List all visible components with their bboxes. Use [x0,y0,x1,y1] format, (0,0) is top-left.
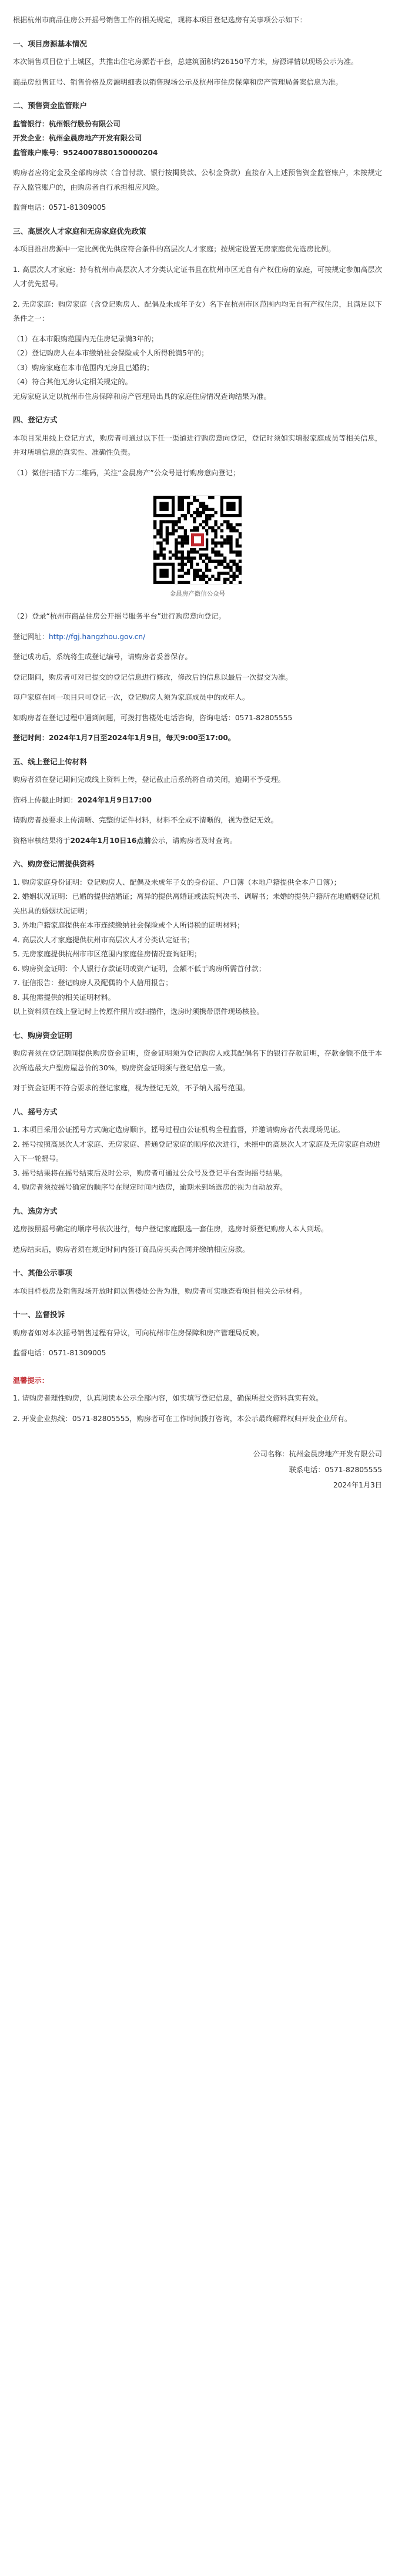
section-6-title: 六、购房登记需提供资料 [13,859,95,868]
list-item: 5. 无房家庭提供杭州市市区范围内家庭住房情况查询证明； [13,950,202,958]
section-3-p1: 本项目推出房源中一定比例优先供应符合条件的高层次人才家庭；按规定设置无房家庭优先选房比例。 [13,245,336,253]
section-4-p5: 登记期间，购房者可对已提交的登记信息进行修改，修改后的信息以最后一次提交为准。 [13,673,293,681]
section-9-title: 九、选房方式 [13,1206,58,1215]
section-5-title: 五、线上登记上传材料 [13,757,87,766]
section-5-result [13,834,382,848]
time-label: 登记时间： [13,734,49,742]
section-9-p1: 选房按照摇号确定的顺序号依次进行，每户登记家庭限选一套住房，选房时须登记购房人本人到场。 [13,1225,329,1233]
list-item: （1）在本市限购范围内无住房记录满3年的； [13,334,159,343]
list-item: 6. 购房资金证明：个人银行存款证明或资产证明，金额不低于购房所需首付款； [13,964,266,973]
section-5-p3: 请购房者按要求上传清晰、完整的证件材料，材料不全或不清晰的，视为登记无效。 [13,816,278,824]
list-item: 2. 婚姻状况证明：已婚的提供结婚证；离异的提供离婚证或法院判决书、调解书；未婚的提供户籍所在地婚姻登记机关出具的婚姻状况证明； [13,892,380,915]
consult-text: 如购房者在登记过程中遇到问题，可拨打售楼处电话咨询，咨询电话： [13,713,235,722]
section-5-p1: 购房者须在登记期间完成线上资料上传，登记截止后系统将自动关闭，逾期不予受理。 [13,775,286,784]
qr-code-icon [153,496,242,584]
list-item: （4）符合其他无房认定相关规定的。 [13,378,132,386]
supervision-account [13,146,382,160]
section-2-title: 二、预售资金监管账户 [13,101,87,110]
registration-time [13,731,382,745]
deadline-value: 2024年1月9日17:00 [77,795,152,804]
section-4-p4: 登记成功后，系统将生成登记编号，请购房者妥善保存。 [13,653,192,661]
section-3-p2: 1. 高层次人才家庭：持有杭州市高层次人才分类认定证书且在杭州市区无自有产权住房的家庭，可按规定参加高层次人才优先摇号。 [13,265,382,288]
list-item: 1. 本项目采用公证摇号方式确定选房顺序，摇号过程由公证机构全程监督，并邀请购房者代表现场见证。 [13,1126,344,1134]
list-item: （2）登记购房人在本市缴纳社会保险或个人所得税满5年的； [13,349,209,357]
section-3-p3: 2. 无房家庭：购房家庭（含登记购房人、配偶及未成年子女）名下在杭州市区范围内均无自有产权住房，且满足以下条件之一： [13,300,382,323]
list-item: 4. 购房者须按摇号确定的顺序号在规定时间内选房，逾期未到场选房的视为自动放弃。 [13,1183,287,1191]
note-item: 1. 请购房者理性购房，认真阅读本公示全部内容，如实填写登记信息，确保所提交资料真实有效。 [13,1394,323,1402]
section-11-p1: 购房者如对本次摇号销售过程有异议，可向杭州市住房保障和房产管理局反映。 [13,1328,264,1337]
section-10-p1: 本项目样板房及销售现场开放时间以售楼处公告为准，购房者可实地查看项目相关公示材料。 [13,1287,307,1295]
signature-company: 公司名称：杭州金晨房地产开发有限公司 [253,1450,382,1458]
section-4-p7 [13,711,382,726]
deadline-label: 资料上传截止时间： [13,795,78,804]
qr-caption: 金晨房产微信公众号 [169,590,226,597]
section-3-title: 三、高层次人才家庭和无房家庭优先政策 [13,226,146,236]
qr-code-image[interactable] [153,495,242,585]
section-11-p2: 监督电话：0571-81309005 [13,1349,106,1357]
intro-paragraph: 根据杭州市商品住房公开摇号销售工作的相关规定，现将本项目登记选房有关事项公示如下： [13,16,307,24]
list-item: 8. 其他需提供的相关证明材料。 [13,993,115,1002]
section-2-p2: 监督电话：0571-81309005 [13,203,106,211]
section-3-p4: 无房家庭认定以杭州市住房保障和房产管理局出具的家庭住房情况查询结果为准。 [13,392,271,401]
section-1-p1: 本次销售项目位于上城区，共推出住宅房源若干套，总建筑面积约26150平方米，房源详情以现场公示为准。 [13,58,359,66]
list-item: 1. 购房家庭身份证明：登记购房人、配偶及未成年子女的身份证、户口簿（本地户籍提供全本户口簿）； [13,878,341,886]
list-item: （3）购房家庭在本市范围内无房且已婚的； [13,363,154,372]
section-7-title: 七、购房资金证明 [13,1030,72,1040]
registration-link-line [13,630,382,644]
result-date: 2024年1月10日16点前 [70,836,151,845]
notes-title: 温馨提示： [13,1376,49,1385]
section-4-p1: 本项目采用线上登记方式，购房者可通过以下任一渠道进行购房意向登记，登记时须如实填报家庭成员等相关信息，并对所填信息的真实性、准确性负责。 [13,434,382,456]
section-4-p2: （1）微信扫描下方二维码，关注“金晨房产”公众号进行购房意向登记； [13,468,240,477]
section-4-p3: （2）登录“杭州市商品住房公开摇号服务平台”进行购房意向登记。 [13,612,226,620]
registration-link[interactable]: http://fgj.hangzhou.gov.cn/ [48,632,146,641]
spacer [13,1432,382,1446]
account-label: 监管账户账号： [13,148,63,157]
signature-date: 2024年1月3日 [333,1481,382,1489]
time-value: 2024年1月7日至2024年1月9日，每天9:00至17:00。 [48,734,236,742]
section-1-title: 一、项目房源基本情况 [13,39,87,48]
section-7-p1: 购房者须在登记期间提供购房资金证明，资金证明须为登记购房人或其配偶名下的银行存款证明，存款金额不低于本次所选最大户型房屋总价的30%，购房资金证明须与登记信息一致。 [13,1049,382,1072]
section-4-title: 四、登记方式 [13,415,58,424]
developer-company: 开发企业：杭州金晨房地产开发有限公司 [13,134,142,142]
qr-code-block [13,495,382,599]
account-number: 9524007880150000204 [63,148,158,157]
section-9-p2: 选房结束后，购房者须在规定时间内签订商品房买卖合同并缴纳相应房款。 [13,1245,250,1254]
result-post: 公示，请购房者及时查询。 [150,836,237,845]
section-10-title: 十、其他公示事项 [13,1268,72,1277]
section-8-title: 八、摇号方式 [13,1107,58,1116]
section-11-title: 十一、监督投诉 [13,1310,65,1319]
section-2-p1: 购房者应将定金及全部购房款（含首付款、银行按揭贷款、公积金贷款）直接存入上述预售资金监管账户，未按规定存入监管账户的，由购房者自行承担相应风险。 [13,169,382,192]
list-item: 2. 摇号按照高层次人才家庭、无房家庭、普通登记家庭的顺序依次进行，未摇中的高层次人才家庭及无房家庭自动进入下一轮摇号。 [13,1140,380,1163]
section-6-p1: 以上资料须在线上登记时上传原件照片或扫描件，选房时须携带原件现场核验。 [13,1007,264,1016]
list-item: 3. 摇号结果将在摇号结束后及时公示，购房者可通过公众号及登记平台查询摇号结果。 [13,1168,287,1177]
section-1-p2: 商品房预售证号、销售价格及房源明细表以销售现场公示及杭州市住房保障和房产管理局备案信息为准。 [13,78,343,86]
supervision-bank: 监管银行：杭州银行股份有限公司 [13,119,120,128]
list-item: 4. 高层次人才家庭提供杭州市高层次人才分类认定证书； [13,935,195,944]
consult-phone: 0571-82805555 [235,713,293,722]
section-4-p6: 每户家庭在同一项目只可登记一次，登记购房人须为家庭成员中的成年人。 [13,693,250,701]
section-7-p2: 对于资金证明不符合要求的登记家庭，视为登记无效，不予纳入摇号范围。 [13,1084,250,1092]
list-item: 7. 征信报告：登记购房人及配偶的个人信用报告； [13,979,173,987]
link-label: 登记网址： [13,632,49,641]
result-pre: 资格审核结果将于 [13,836,71,845]
list-item: 3. 外地户籍家庭提供在本市连续缴纳社会保险或个人所得税的证明材料； [13,921,245,929]
signature-phone: 联系电话：0571-82805555 [289,1465,382,1474]
section-5-deadline [13,793,382,808]
note-item: 2. 开发企业热线：0571-82805555，购房者可在工作时间拨打咨询，本公示最终解释权归开发企业所有。 [13,1414,352,1423]
